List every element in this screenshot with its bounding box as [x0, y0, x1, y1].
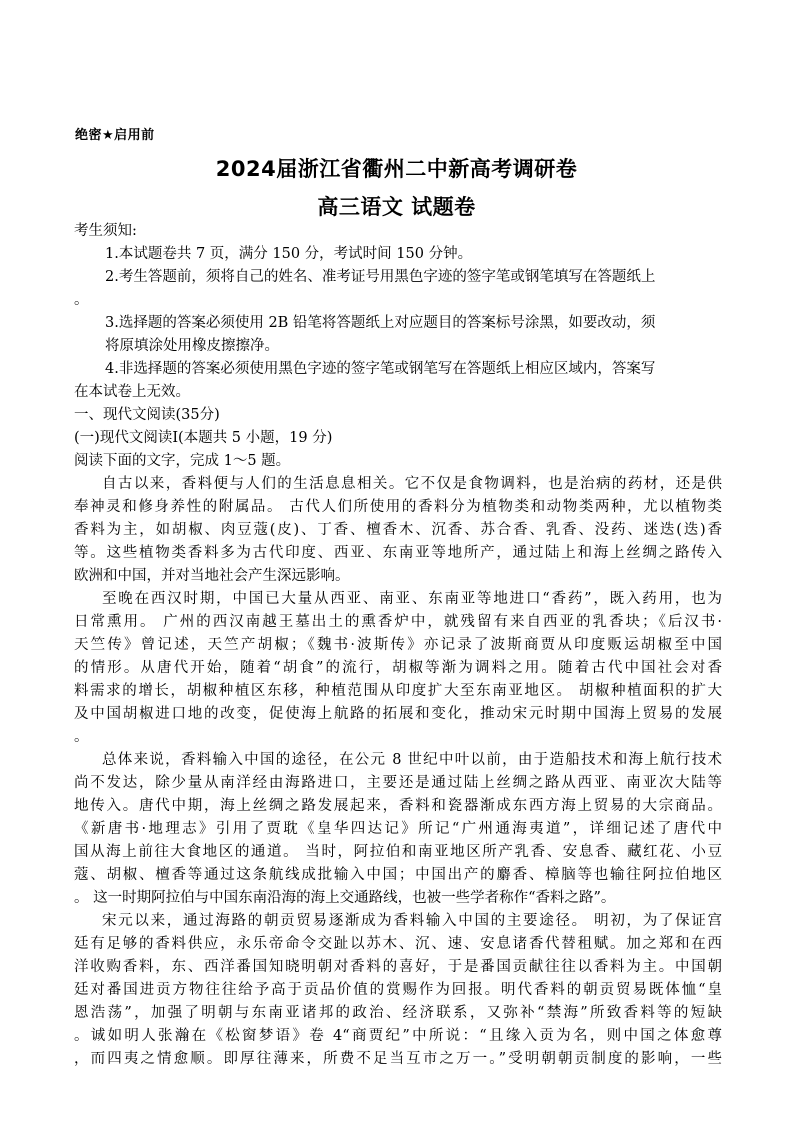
- secret-mark: 绝密★启用前: [75, 128, 155, 143]
- notice-item-2-line-2: 。: [74, 292, 89, 308]
- passage-line: 奉神灵和修身养性的附属品。 古代人们所使用的香料分为植物类和动物类两种，尤以植物类: [74, 499, 722, 515]
- notice-item-4-line-1: 4.非选择题的答案必须使用黑色字迹的签字笔或钢笔写在答题纸上相应区域内，答案写: [105, 361, 656, 377]
- passage-line: 等。这些植物类香料多为古代印度、西亚、东南亚等地所产，通过陆上和海上丝绸之路传入: [74, 545, 722, 561]
- passage-line: ，而四夷之情愈顺。即厚往薄来，所费不足当互市之万一。”受明朝朝贡制度的影响，一些: [74, 1051, 722, 1067]
- passage-line: 。 这一时期阿拉伯与中国东南沿海的海上交通路线，也被一些学者称作“香料之路”。: [74, 890, 616, 906]
- notice-heading: 考生须知:: [74, 223, 137, 239]
- passage-line: 天竺传》曾记述，天竺产胡椒；《魏书·波斯传》亦记录了波斯商贾从印度贩运胡椒至中国: [74, 637, 722, 653]
- passage-line: 蔻、胡椒、檀香等通过这条航线成批输入中国；中国出产的麝香、樟脑等也输往阿拉伯地区: [74, 867, 722, 883]
- passage-line: 香料为主，如胡椒、肉豆蔻(皮)、丁香、檀香木、沉香、苏合香、乳香、没药、迷迭(迭)香: [74, 522, 722, 538]
- passage-line: 。诚如明人张瀚在《松窗梦语》卷 4“商贾纪”中所说：“且缘入贡为名，则中国之体愈尊: [74, 1028, 722, 1044]
- passage-line: 欧洲和中国，并对当地社会产生深远影响。: [74, 568, 350, 584]
- candidate-notice: [74, 220, 722, 404]
- passage-line: 宋元以来，通过海路的朝贡贸易逐渐成为香料输入中国的主要途径。 明初，为了保证宫: [102, 913, 722, 929]
- passage-line: 廷有足够的香料供应，永乐帝命令交趾以苏木、沉、速、安息诸香代替租赋。加之郑和在西: [74, 936, 722, 952]
- passage-line: 国从海上前往大食地区的通道。 当时，阿拉伯和南亚地区所产乳香、安息香、藏红花、小豆: [74, 844, 722, 860]
- passage-line: 及中国胡椒进口地的改变，促使海上航路的拓展和变化，推动宋元时期中国海上贸易的发展: [74, 706, 722, 722]
- passage-line: 《新唐书·地理志》引用了贾耽《皇华四达记》所记“广州通海夷道”，详细记述了唐代中: [74, 821, 722, 837]
- passage-paragraph-1: [74, 473, 722, 588]
- notice-item-1: 1.本试题卷共 7 页，满分 150 分，考试时间 150 分钟。: [105, 246, 473, 262]
- exam-subtitle: 高三语文 试题卷: [317, 195, 476, 219]
- passage-line: 的情形。从唐代开始，随着“胡食”的流行，胡椒等渐为调料之用。随着古代中国社会对香: [74, 660, 722, 676]
- passage-paragraph-2: [74, 588, 722, 749]
- notice-item-2-line-1: 2.考生答题前，须将自己的姓名、准考证号用黑色字迹的签字笔或钢笔填写在答题纸上: [105, 269, 656, 285]
- passage-line: 廷对番国进贡方物往往给予高于贡品价值的赏赐作为回报。明代香料的朝贡贸易既体恤“皇: [74, 982, 722, 998]
- passage-line: 自古以来，香料便与人们的生活息息相关。它不仅是食物调料，也是治病的药材，还是供: [102, 476, 722, 492]
- passage-line: 至晚在西汉时期，中国已大量从西亚、南亚、东南亚等地进口“香药”，既入药用，也为: [102, 591, 722, 607]
- section-heading: 一、现代文阅读(35分): [74, 407, 220, 423]
- passage-line: 总体来说，香料输入中国的途径，在公元 8 世纪中叶以前，由于造船技术和海上航行技术: [102, 752, 722, 768]
- passage-line: 恩浩荡”，加强了明朝与东南亚诸邦的政治、经济联系，又弥补“禁海”所致香料等的短缺: [74, 1005, 722, 1021]
- notice-item-3-line-1: 3.选择题的答案必须使用 2B 铅笔将答题纸上对应题目的答案标号涂黑，如要改动，须: [105, 315, 656, 331]
- section-instruction: 阅读下面的文字，完成 1～5 题。: [74, 453, 291, 469]
- exam-title: 2024届浙江省衢州二中新高考调研卷: [215, 157, 578, 181]
- passage-line: 料需求的增长，胡椒种植区东移，种植范围从印度扩大至东南亚地区。 胡椒种植面积的扩大: [74, 683, 722, 699]
- passage-line: 。: [74, 729, 89, 745]
- sub-section-heading: (一)现代文阅读Ⅰ(本题共 5 小题，19 分): [74, 430, 333, 446]
- reading-section: [74, 404, 722, 1071]
- notice-item-3-line-2: 将原填涂处用橡皮擦擦净。: [105, 338, 279, 354]
- passage-paragraph-3: [74, 749, 722, 910]
- passage-paragraph-4: [74, 910, 722, 1071]
- passage-line: 日常熏用。 广州的西汉南越王墓出土的熏香炉中，就残留有来自西亚的乳香块；《后汉书·: [74, 614, 722, 630]
- passage-line: 尚不发达，除少量从南洋经由海路进口，主要还是通过陆上丝绸之路从西亚、南亚次大陆等: [74, 775, 722, 791]
- passage-line: 洋收购香料，东、西洋番国知晓明朝对香料的喜好，于是番国贡献往往以香料为主。中国朝: [74, 959, 722, 975]
- passage-line: 地传入。唐代中期，海上丝绸之路发展起来，香料和瓷器渐成东西方海上贸易的大宗商品。: [74, 798, 722, 814]
- notice-item-4-line-2: 在本试卷上无效。: [74, 384, 190, 400]
